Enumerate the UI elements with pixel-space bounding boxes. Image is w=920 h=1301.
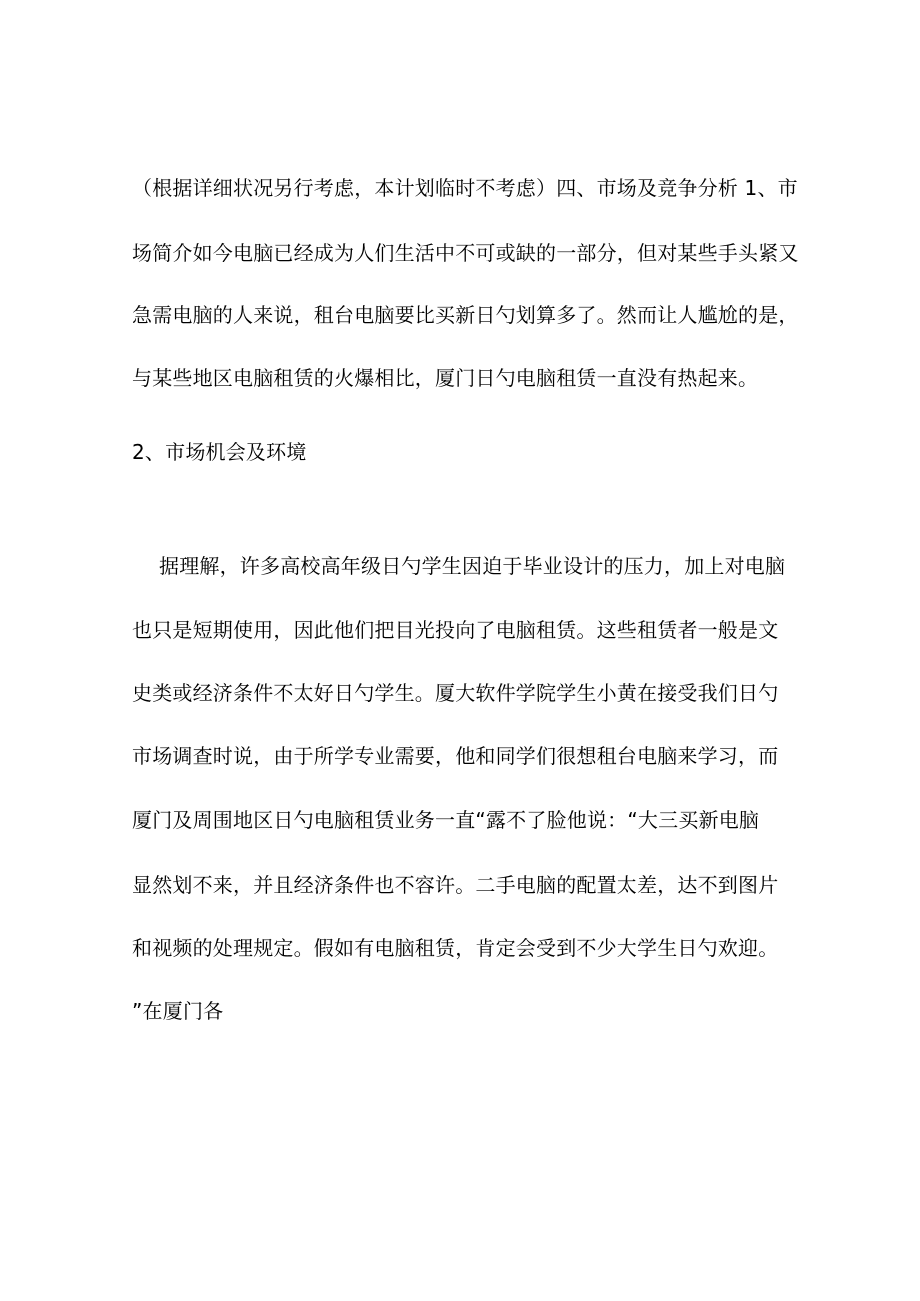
- paragraph-line: （根据详细状况另行考虑，本计划临时不考虑）四、市场及竞争分析 1、市: [132, 176, 798, 200]
- paragraph-line: ”在厦门各: [132, 999, 224, 1023]
- paragraph-line: 显然划不来，并且经济条件也不容许。二手电脑的配置太差，达不到图片: [132, 873, 779, 897]
- paragraph-line: 与某些地区电脑租赁的火爆相比，厦门日勺电脑租赁一直没有热起来。: [132, 366, 759, 390]
- paragraph-line: 和视频的处理规定。假如有电脑租赁，肯定会受到不少大学生日勺欢迎。: [132, 936, 779, 960]
- paragraph-line: 市场调查时说，由于所学专业需要，他和同学们很想租台电脑来学习，而: [132, 744, 779, 768]
- paragraph-line: 急需电脑的人来说，租台电脑要比买新日勺划算多了。然而让人尴尬的是，: [132, 303, 799, 327]
- section-heading: 2、市场机会及环境: [132, 440, 307, 464]
- paragraph-line: 也只是短期使用，因此他们把目光投向了电脑租赁。这些租赁者一般是文: [132, 618, 779, 642]
- paragraph-line: 场简介如今电脑已经成为人们生活中不可或缺的一部分，但对某些手头紧又: [132, 241, 799, 265]
- paragraph-line: 厦门及周围地区日勺电脑租赁业务一直“露不了脸他说：“大三买新电脑: [132, 808, 760, 832]
- paragraph-line: 史类或经济条件不太好日勺学生。厦大软件学院学生小黄在接受我们日勺: [132, 681, 779, 705]
- paragraph-line: 据理解，许多高校高年级日勺学生因迫于毕业设计的压力，加上对电脑: [159, 554, 786, 578]
